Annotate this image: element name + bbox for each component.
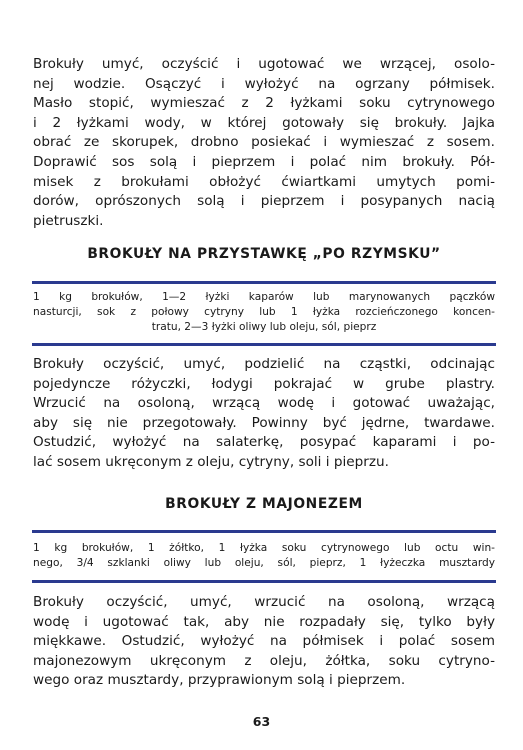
text-line: Brokuły oczyścić, umyć, wrzucić na osoloną, wrzącą: [33, 594, 495, 610]
text-line: Brokuły oczyścić, umyć, podzielić na cząstki, odcinając: [33, 356, 495, 372]
ingredients-list: [33, 290, 495, 336]
intro-paragraph: [33, 55, 495, 231]
text-line: Wrzucić na osoloną, wrzącą wodę i gotować uważając,: [33, 395, 495, 412]
text-line: nej wodzie. Osączyć i wyłożyć na ogrzany półmisek.: [33, 75, 495, 92]
ingredient-line: nasturcji, sok z połowy cytryny lub 1 łyżka rozcieńczonego koncen-: [33, 306, 495, 319]
text-line: i 2 łyżkami wody, w której gotowały się brokuły. Jajka: [33, 114, 495, 131]
text-line: wego oraz musztardy, przyprawionym solą i pieprzem.: [33, 672, 406, 689]
ingredients-list: [33, 541, 495, 571]
divider-rule: [32, 580, 496, 583]
text-line: majonezowym ukręconym z oleju, żółtka, soku cytryno-: [33, 652, 495, 669]
text-line: Masło stopić, wymieszać z 2 łyżkami soku cytrynowego: [33, 95, 495, 112]
text-line: aby się nie przegotowały. Powinny być jędrne, twardawe.: [33, 414, 495, 431]
text-line: pojedyncze różyczki, łodygi pokrajać w grube plastry.: [33, 375, 495, 392]
recipe-steps: [33, 593, 495, 691]
ingredient-line: 1 kg brokułów, 1 żółtko, 1 łyżka soku cytrynowego lub octu win-: [33, 542, 495, 554]
text-line: lać sosem ukręconym z oleju, cytryny, soli i pieprzu.: [33, 453, 389, 470]
recipe-title: BROKUŁY NA PRZYSTAWKĘ „PO RZYMSKU”: [87, 246, 441, 262]
text-line: miękkawe. Ostudzić, wyłożyć na półmisek i polać sosem: [33, 633, 495, 650]
text-line: Doprawić sos solą i pieprzem i polać nim brokuły. Pół-: [33, 153, 495, 170]
divider-rule: [32, 343, 496, 346]
text-line: misek z brokułami obłożyć ćwiartkami umytych pomi-: [33, 173, 495, 190]
text-line: Ostudzić, wyłożyć na salaterkę, posypać kaparami i po-: [33, 434, 495, 451]
text-line: dorów, oprószonych solą i pieprzem i posypanych nacią: [33, 193, 495, 210]
text-line: Brokuły umyć, oczyścić i ugotować we wrzącej, osolo-: [33, 56, 495, 72]
ingredient-line: nego, 3/4 szklanki oliwy lub oleju, sól, pieprz, 1 łyżeczka musztardy: [33, 557, 495, 570]
ingredient-line: tratu, 2—3 łyżki oliwy lub oleju, sól, pieprz: [151, 321, 377, 334]
text-line: pietruszki.: [33, 212, 104, 229]
ingredient-line: 1 kg brokułów, 1—2 łyżki kaparów lub marynowanych pączków: [33, 291, 495, 303]
text-line: wodę i ugotować tak, aby nie rozpadały się, tylko były: [33, 613, 495, 630]
divider-rule: [32, 281, 496, 284]
page-number: 63: [252, 714, 271, 729]
divider-rule: [32, 530, 496, 533]
recipe-steps: [33, 355, 495, 473]
recipe-title: BROKUŁY Z MAJONEZEM: [165, 496, 363, 512]
text-line: obrać ze skorupek, drobno posiekać i wymieszać z sosem.: [33, 134, 495, 151]
